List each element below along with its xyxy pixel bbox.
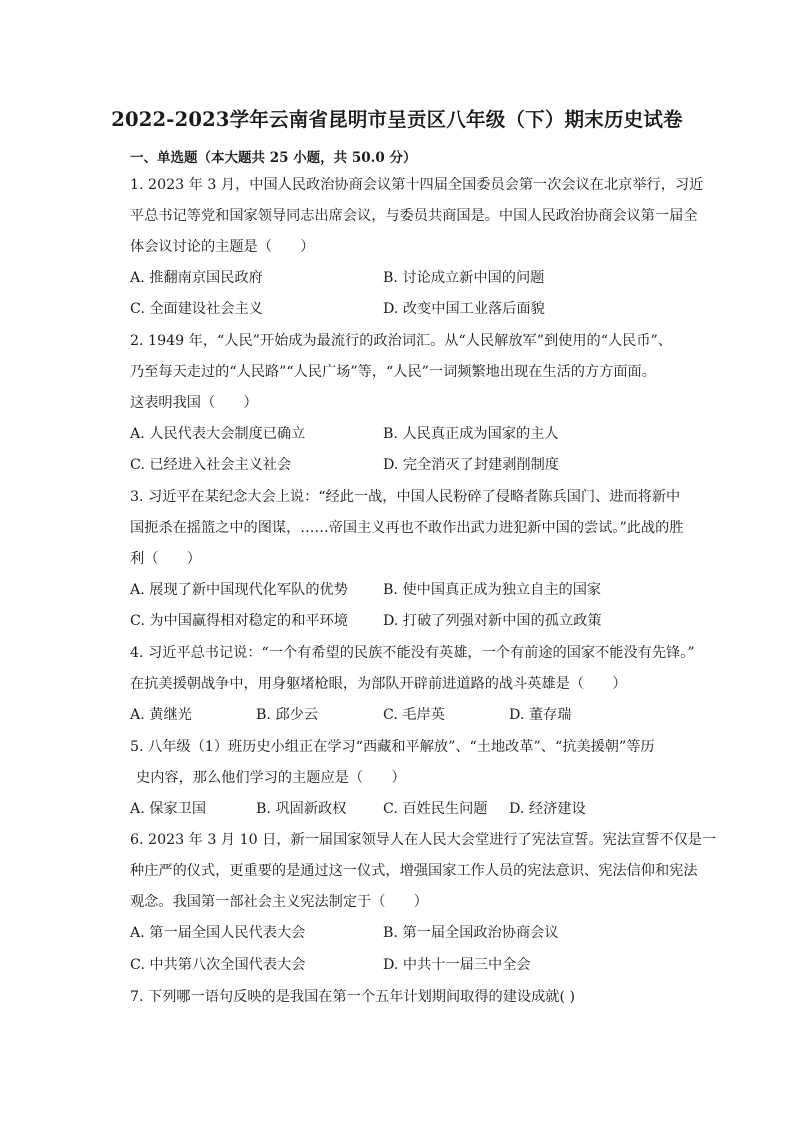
question-2-option-d[interactable]: D. 完全消灭了封建剥削制度 [383, 457, 559, 473]
section-heading: 一、单选题（本大题共 25 小题，共 50.0 分） [130, 150, 417, 166]
question-6-option-a[interactable]: A. 第一届全国人民代表大会 [130, 925, 306, 941]
question-2-option-a[interactable]: A. 人民代表大会制度已确立 [130, 426, 306, 442]
question-3-option-c[interactable]: C. 为中国赢得相对稳定的和平环境 [130, 613, 348, 629]
question-7-line-1: 7. 下列哪一语句反映的是我国在第一个五年计划期间取得的建设成就( ) [130, 989, 576, 1005]
question-6-option-b[interactable]: B. 第一届全国政治协商会议 [383, 925, 559, 941]
question-5-option-c[interactable]: C. 百姓民生问题 [383, 801, 488, 817]
question-6-option-c[interactable]: C. 中共第八次全国代表大会 [130, 957, 306, 973]
question-1-line-1: 1. 2023 年 3 月，中国人民政治协商会议第十四届全国委员会第一次会议在北京举行，习近 [130, 177, 704, 193]
question-3-line-3: 利（ ） [130, 551, 201, 567]
question-2-option-b[interactable]: B. 人民真正成为国家的主人 [383, 426, 559, 442]
question-1-option-c[interactable]: C. 全面建设社会主义 [130, 301, 263, 317]
question-4-option-d[interactable]: D. 董存瑞 [509, 707, 572, 723]
question-5-option-d[interactable]: D. 经济建设 [509, 801, 586, 817]
question-4-option-b[interactable]: B. 邱少云 [256, 707, 319, 723]
question-2-line-3: 这表明我国（ ） [130, 395, 258, 411]
question-5-option-a[interactable]: A. 保家卫国 [130, 801, 207, 817]
question-2-option-c[interactable]: C. 已经进入社会主义社会 [130, 457, 292, 473]
question-3-line-1: 3. 习近平在某纪念大会上说：“经此一战，中国人民粉碎了侵略者陈兵国门、进而将新中 [130, 489, 681, 505]
question-3-line-2: 国扼杀在摇篮之中的图谋，……帝国主义再也不敢作出武力进犯新中国的尝试。”此战的胜 [130, 520, 684, 536]
question-6-option-d[interactable]: D. 中共十一届三中全会 [383, 957, 531, 973]
question-4-line-2: 在抗美援朝战争中，用身躯堵枪眼，为部队开辟前进道路的战斗英雄是（ ） [130, 676, 627, 692]
question-6-line-2: 种庄严的仪式，更重要的是通过这一仪式，增强国家工作人员的宪法意识、宪法信仰和宪法 [130, 863, 698, 879]
question-4-line-1: 4. 习近平总书记说：“一个有希望的民族不能没有英雄，一个有前途的国家不能没有先锋。” [130, 645, 695, 661]
question-1-line-3: 体会议讨论的主题是（ ） [130, 239, 315, 255]
question-4-option-a[interactable]: A. 黄继光 [130, 707, 192, 723]
question-3-option-a[interactable]: A. 展现了新中国现代化军队的优势 [130, 582, 348, 598]
question-1-option-a[interactable]: A. 推翻南京国民政府 [130, 270, 263, 286]
question-4-option-c[interactable]: C. 毛岸英 [383, 707, 445, 723]
question-3-option-d[interactable]: D. 打破了列强对新中国的孤立政策 [383, 613, 602, 629]
question-3-option-b[interactable]: B. 使中国真正成为独立自主的国家 [383, 582, 602, 598]
question-2-line-1: 2. 1949 年，“人民”开始成为最流行的政治词汇。从“人民解放军”到使用的“人民币”、 [130, 333, 672, 349]
question-6-line-3: 观念。我国第一部社会主义宪法制定于（ ） [130, 894, 428, 910]
question-5-line-2: 史内容，那么他们学习的主题应是（ ） [136, 770, 406, 786]
question-2-line-2: 乃至每天走过的“人民路”“人民广场”等，“人民”一词频繁地出现在生活的方方面面。 [130, 364, 656, 380]
question-5-option-b[interactable]: B. 巩固新政权 [256, 801, 347, 817]
page-title: 2022-2023学年云南省昆明市呈贡区八年级（下）期末历史试卷 [111, 108, 683, 131]
question-1-line-2: 平总书记等党和国家领导同志出席会议，与委员共商国是。中国人民政治协商会议第一届全 [130, 208, 698, 224]
question-1-option-d[interactable]: D. 改变中国工业落后面貌 [383, 301, 545, 317]
question-6-line-1: 6. 2023 年 3 月 10 日，新一届国家领导人在人民大会堂进行了宪法宣誓。宪法宣誓不仅是一 [130, 832, 717, 848]
question-1-option-b[interactable]: B. 讨论成立新中国的问题 [383, 270, 545, 286]
question-5-line-1: 5. 八年级（1）班历史小组正在学习“西藏和平解放”、“土地改革”、“抗美援朝”等历 [130, 739, 655, 755]
